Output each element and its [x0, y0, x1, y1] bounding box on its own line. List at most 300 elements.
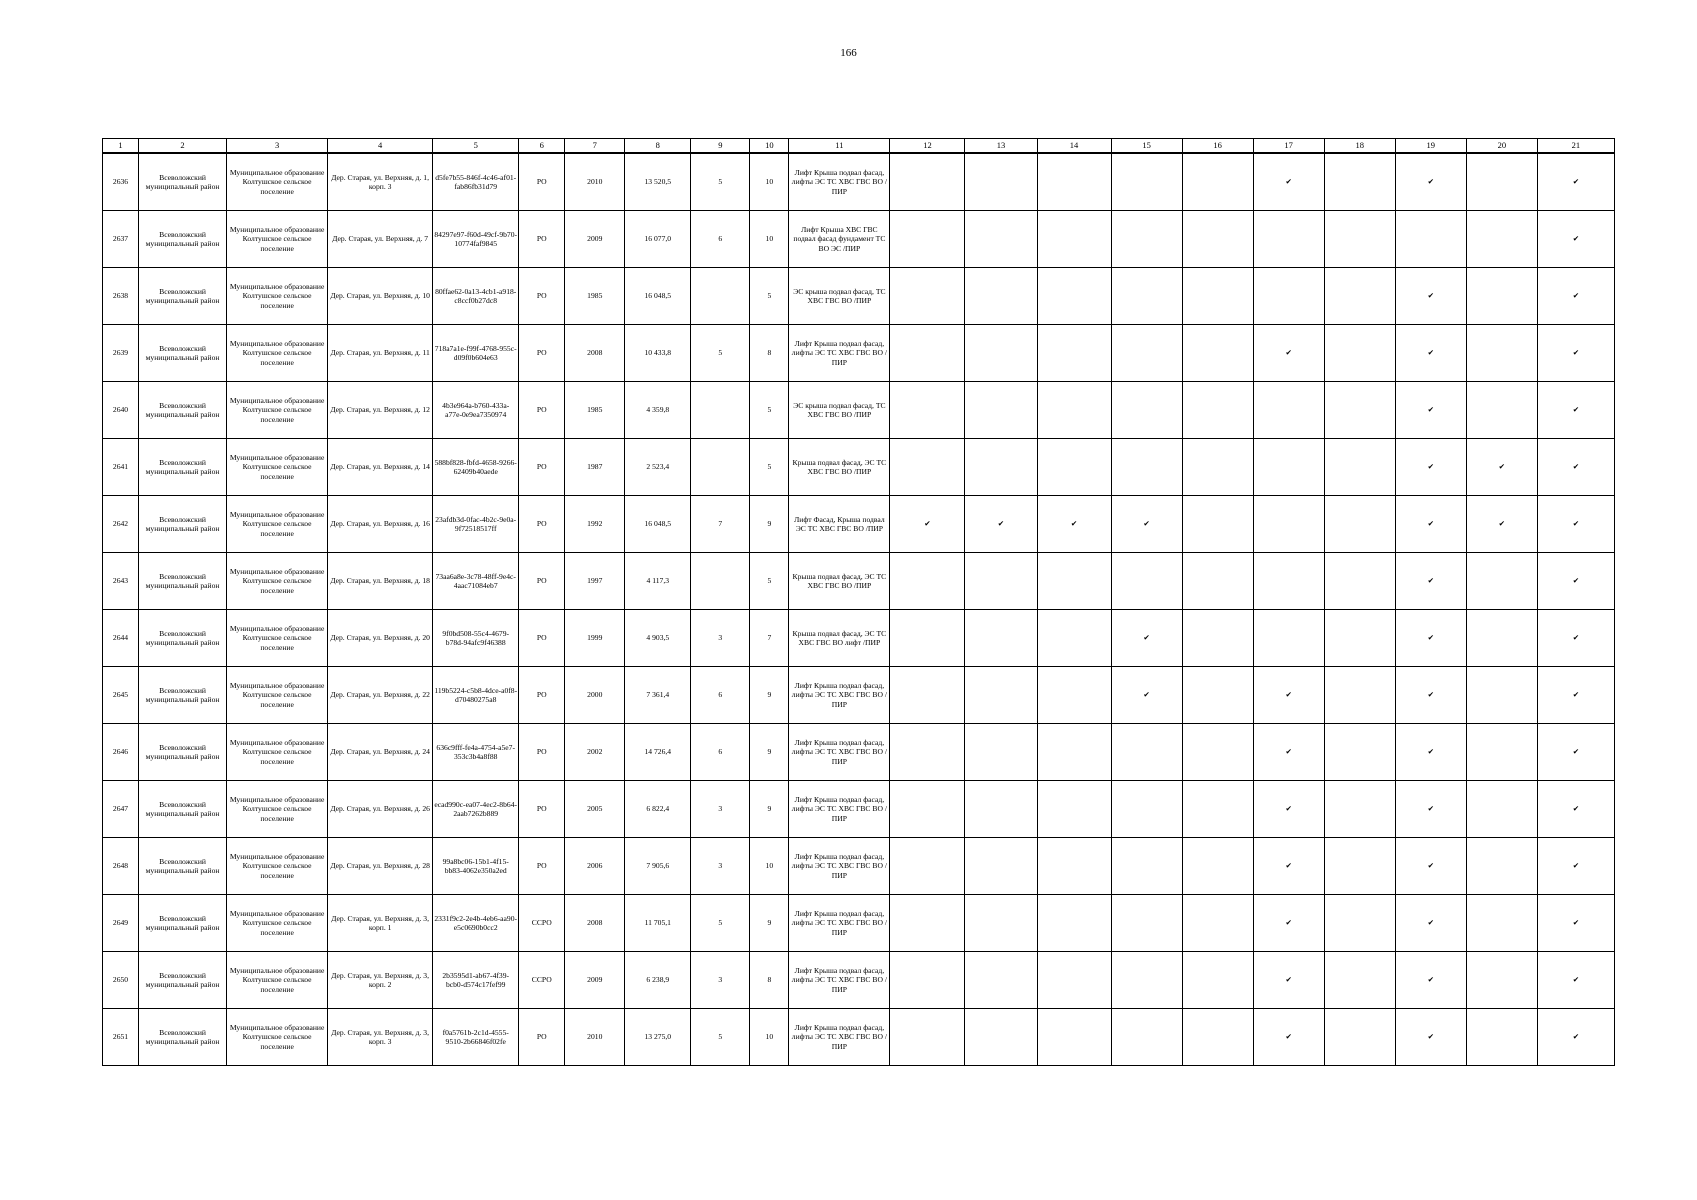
period-19-cell: [1395, 382, 1466, 439]
check-mark-icon: ✔: [1427, 861, 1434, 871]
period-15-cell: [1111, 952, 1182, 1009]
house-id-cell: f0a5761b-2c1d-4555-9510-2b66846f02fe: [433, 1009, 519, 1066]
period-19-cell: [1395, 553, 1466, 610]
period-20-cell: [1466, 724, 1537, 781]
build-year-cell: 2008: [565, 325, 625, 382]
period-15-cell: [1111, 382, 1182, 439]
row-number-cell: 2649: [103, 895, 139, 952]
district-cell: Всеволожский муниципальный район: [139, 724, 227, 781]
district-cell: Всеволожский муниципальный район: [139, 667, 227, 724]
period-18-cell: [1324, 610, 1395, 667]
works-list-cell: Лифт Крыша подвал фасад, лифты ЭС ТС ХВС ГВС ВО /ПИР: [789, 325, 890, 382]
period-19-cell: [1395, 838, 1466, 895]
period-18-cell: [1324, 724, 1395, 781]
row-number-cell: 2640: [103, 382, 139, 439]
period-12-cell: [890, 895, 965, 952]
municipality-cell: Муниципальное образование Колтушское сельское поселение: [227, 268, 328, 325]
period-12-cell: [890, 211, 965, 268]
period-16-cell: [1182, 724, 1253, 781]
period-16-cell: [1182, 439, 1253, 496]
floors-cell: 3: [691, 781, 750, 838]
municipality-cell: Муниципальное образование Колтушское сельское поселение: [227, 211, 328, 268]
check-mark-icon: ✔: [1427, 975, 1434, 985]
column-number-17: 17: [1253, 139, 1324, 154]
table-row: [103, 496, 1615, 553]
fund-type-cell: РО: [519, 724, 565, 781]
area-cell: 4 117,3: [625, 553, 691, 610]
period-14-cell: [1037, 610, 1111, 667]
check-mark-icon: ✔: [1285, 918, 1292, 928]
column-number-8: 8: [625, 139, 691, 154]
period-16-cell: [1182, 895, 1253, 952]
period-18-cell: [1324, 211, 1395, 268]
area-cell: 13 275,0: [625, 1009, 691, 1066]
period-15-cell: [1111, 610, 1182, 667]
house-id-cell: 2331f9c2-2e4b-4eb6-aa90-e5c0690b0cc2: [433, 895, 519, 952]
period-19-cell: [1395, 325, 1466, 382]
municipality-cell: Муниципальное образование Колтушское сельское поселение: [227, 439, 328, 496]
house-id-cell: 80ffae62-0a13-4cb1-a918-c8ccf0b27dc8: [433, 268, 519, 325]
municipality-cell: Муниципальное образование Колтушское сельское поселение: [227, 325, 328, 382]
address-cell: Дер. Старая, ул. Верхняя, д. 28: [328, 838, 433, 895]
check-mark-icon: ✔: [1285, 975, 1292, 985]
works-count-cell: 10: [750, 1009, 789, 1066]
check-mark-icon: ✔: [1572, 234, 1580, 244]
check-mark-icon: ✔: [1572, 690, 1580, 700]
period-20-cell: [1466, 268, 1537, 325]
check-mark-icon: ✔: [1572, 975, 1580, 985]
column-number-18: 18: [1324, 139, 1395, 154]
period-15-cell: [1111, 268, 1182, 325]
district-cell: Всеволожский муниципальный район: [139, 1009, 227, 1066]
area-cell: 13 520,5: [625, 153, 691, 211]
works-list-cell: Лифт Крыша подвал фасад, лифты ЭС ТС ХВС ГВС ВО /ПИР: [789, 1009, 890, 1066]
table-row: [103, 211, 1615, 268]
period-13-cell: [965, 553, 1037, 610]
floors-cell: [691, 553, 750, 610]
period-18-cell: [1324, 268, 1395, 325]
period-16-cell: [1182, 325, 1253, 382]
table-row: [103, 667, 1615, 724]
works-list-cell: Лифт Крыша подвал фасад, лифты ЭС ТС ХВС ГВС ВО /ПИР: [789, 952, 890, 1009]
column-number-16: 16: [1182, 139, 1253, 154]
period-16-cell: [1182, 153, 1253, 211]
column-number-3: 3: [227, 139, 328, 154]
check-mark-icon: ✔: [1427, 918, 1434, 928]
works-count-cell: 10: [750, 838, 789, 895]
period-12-cell: [890, 1009, 965, 1066]
check-mark-icon: ✔: [1572, 861, 1580, 871]
period-14-cell: [1037, 724, 1111, 781]
period-21-cell: [1537, 895, 1614, 952]
area-cell: 16 048,5: [625, 268, 691, 325]
works-count-cell: 9: [750, 781, 789, 838]
period-20-cell: [1466, 610, 1537, 667]
fund-type-cell: РО: [519, 439, 565, 496]
works-count-cell: 5: [750, 553, 789, 610]
check-mark-icon: ✔: [1427, 576, 1434, 586]
period-17-cell: [1253, 838, 1324, 895]
period-21-cell: [1537, 439, 1614, 496]
check-mark-icon: ✔: [1427, 690, 1434, 700]
period-14-cell: [1037, 1009, 1111, 1066]
check-mark-icon: ✔: [1427, 747, 1434, 757]
row-number-cell: 2641: [103, 439, 139, 496]
period-18-cell: [1324, 382, 1395, 439]
check-mark-icon: ✔: [1572, 918, 1580, 928]
row-number-cell: 2639: [103, 325, 139, 382]
period-15-cell: [1111, 667, 1182, 724]
period-17-cell: [1253, 382, 1324, 439]
works-count-cell: 10: [750, 211, 789, 268]
period-13-cell: [965, 211, 1037, 268]
period-16-cell: [1182, 838, 1253, 895]
table-body: [103, 153, 1615, 1066]
municipality-cell: Муниципальное образование Колтушское сельское поселение: [227, 553, 328, 610]
check-mark-icon: ✔: [1143, 519, 1150, 529]
works-count-cell: 9: [750, 496, 789, 553]
fund-type-cell: РО: [519, 211, 565, 268]
address-cell: Дер. Старая, ул. Верхняя, д. 22: [328, 667, 433, 724]
address-cell: Дер. Старая, ул. Верхняя, д. 14: [328, 439, 433, 496]
build-year-cell: 2010: [565, 1009, 625, 1066]
table-row: [103, 1009, 1615, 1066]
period-19-cell: [1395, 268, 1466, 325]
period-19-cell: [1395, 667, 1466, 724]
check-mark-icon: ✔: [1143, 690, 1150, 700]
period-15-cell: [1111, 781, 1182, 838]
check-mark-icon: ✔: [1427, 804, 1434, 814]
period-19-cell: [1395, 610, 1466, 667]
house-id-cell: 588bf828-fbfd-4658-9266-62409b40aede: [433, 439, 519, 496]
area-cell: 14 726,4: [625, 724, 691, 781]
check-mark-icon: ✔: [1285, 348, 1292, 358]
row-number-cell: 2651: [103, 1009, 139, 1066]
table-row: [103, 895, 1615, 952]
period-17-cell: [1253, 895, 1324, 952]
period-17-cell: [1253, 952, 1324, 1009]
period-20-cell: [1466, 382, 1537, 439]
house-id-cell: 636c9fff-fe4a-4754-a5e7-353c3b4a8f88: [433, 724, 519, 781]
check-mark-icon: ✔: [997, 519, 1005, 529]
period-17-cell: [1253, 667, 1324, 724]
period-16-cell: [1182, 553, 1253, 610]
floors-cell: 5: [691, 1009, 750, 1066]
build-year-cell: 2005: [565, 781, 625, 838]
check-mark-icon: ✔: [1427, 291, 1434, 301]
period-16-cell: [1182, 1009, 1253, 1066]
column-number-1: 1: [103, 139, 139, 154]
address-cell: Дер. Старая, ул. Верхняя, д. 3, корп. 1: [328, 895, 433, 952]
period-21-cell: [1537, 153, 1614, 211]
floors-cell: 5: [691, 325, 750, 382]
period-17-cell: [1253, 781, 1324, 838]
period-12-cell: [890, 325, 965, 382]
period-21-cell: [1537, 382, 1614, 439]
area-cell: 11 705,1: [625, 895, 691, 952]
period-14-cell: [1037, 895, 1111, 952]
period-17-cell: [1253, 268, 1324, 325]
floors-cell: [691, 382, 750, 439]
column-number-7: 7: [565, 139, 625, 154]
works-list-cell: Крыша подвал фасад, ЭС ТС ХВС ГВС ВО лифт /ПИР: [789, 610, 890, 667]
period-18-cell: [1324, 496, 1395, 553]
works-list-cell: Лифт Крыша подвал фасад, лифты ЭС ТС ХВС ГВС ВО /ПИР: [789, 153, 890, 211]
table-row: [103, 439, 1615, 496]
period-20-cell: [1466, 496, 1537, 553]
check-mark-icon: ✔: [1572, 291, 1580, 301]
check-mark-icon: ✔: [1498, 519, 1505, 529]
period-15-cell: [1111, 211, 1182, 268]
period-19-cell: [1395, 1009, 1466, 1066]
build-year-cell: 2009: [565, 952, 625, 1009]
period-14-cell: [1037, 382, 1111, 439]
works-list-cell: Лифт Крыша ХВС ГВС подвал фасад фундамент ТС ВО ЭС /ПИР: [789, 211, 890, 268]
works-list-cell: Лифт Крыша подвал фасад, лифты ЭС ТС ХВС ГВС ВО /ПИР: [789, 838, 890, 895]
period-21-cell: [1537, 667, 1614, 724]
build-year-cell: 2009: [565, 211, 625, 268]
period-21-cell: [1537, 952, 1614, 1009]
area-cell: 4 359,8: [625, 382, 691, 439]
period-18-cell: [1324, 781, 1395, 838]
table-row: [103, 325, 1615, 382]
area-cell: 6 238,9: [625, 952, 691, 1009]
district-cell: Всеволожский муниципальный район: [139, 838, 227, 895]
works-count-cell: 9: [750, 724, 789, 781]
column-number-11: 11: [789, 139, 890, 154]
check-mark-icon: ✔: [1572, 348, 1580, 358]
period-19-cell: [1395, 153, 1466, 211]
period-14-cell: [1037, 496, 1111, 553]
period-17-cell: [1253, 724, 1324, 781]
period-19-cell: [1395, 211, 1466, 268]
row-number-cell: 2650: [103, 952, 139, 1009]
period-21-cell: [1537, 610, 1614, 667]
check-mark-icon: ✔: [1498, 462, 1505, 472]
house-id-cell: d5fe7b55-846f-4c46-af01-fab86fb31d79: [433, 153, 519, 211]
district-cell: Всеволожский муниципальный район: [139, 610, 227, 667]
district-cell: Всеволожский муниципальный район: [139, 153, 227, 211]
column-number-19: 19: [1395, 139, 1466, 154]
build-year-cell: 2002: [565, 724, 625, 781]
period-14-cell: [1037, 667, 1111, 724]
fund-type-cell: РО: [519, 325, 565, 382]
house-id-cell: 9f0bd508-55c4-4679-b78d-94afc9f46388: [433, 610, 519, 667]
period-21-cell: [1537, 1009, 1614, 1066]
check-mark-icon: ✔: [1572, 177, 1580, 187]
period-12-cell: [890, 724, 965, 781]
register-table: [102, 138, 1615, 1066]
works-count-cell: 8: [750, 325, 789, 382]
period-20-cell: [1466, 1009, 1537, 1066]
period-16-cell: [1182, 268, 1253, 325]
fund-type-cell: РО: [519, 781, 565, 838]
period-20-cell: [1466, 781, 1537, 838]
period-20-cell: [1466, 439, 1537, 496]
table-row: [103, 268, 1615, 325]
column-number-2: 2: [139, 139, 227, 154]
municipality-cell: Муниципальное образование Колтушское сельское поселение: [227, 153, 328, 211]
build-year-cell: 1985: [565, 268, 625, 325]
period-20-cell: [1466, 952, 1537, 1009]
period-14-cell: [1037, 553, 1111, 610]
period-16-cell: [1182, 610, 1253, 667]
fund-type-cell: РО: [519, 268, 565, 325]
period-17-cell: [1253, 1009, 1324, 1066]
floors-cell: 3: [691, 838, 750, 895]
row-number-cell: 2646: [103, 724, 139, 781]
period-20-cell: [1466, 667, 1537, 724]
period-14-cell: [1037, 952, 1111, 1009]
works-count-cell: 9: [750, 667, 789, 724]
column-number-20: 20: [1466, 139, 1537, 154]
period-17-cell: [1253, 211, 1324, 268]
period-14-cell: [1037, 838, 1111, 895]
period-21-cell: [1537, 496, 1614, 553]
period-20-cell: [1466, 211, 1537, 268]
district-cell: Всеволожский муниципальный район: [139, 439, 227, 496]
period-13-cell: [965, 325, 1037, 382]
floors-cell: [691, 439, 750, 496]
fund-type-cell: РО: [519, 838, 565, 895]
works-count-cell: 5: [750, 439, 789, 496]
period-18-cell: [1324, 838, 1395, 895]
works-list-cell: Крыша подвал фасад, ЭС ТС ХВС ГВС ВО /ПИР: [789, 439, 890, 496]
address-cell: Дер. Старая, ул. Верхняя, д. 1, корп. 3: [328, 153, 433, 211]
municipality-cell: Муниципальное образование Колтушское сельское поселение: [227, 1009, 328, 1066]
period-12-cell: [890, 553, 965, 610]
fund-type-cell: РО: [519, 610, 565, 667]
period-15-cell: [1111, 553, 1182, 610]
column-number-15: 15: [1111, 139, 1182, 154]
district-cell: Всеволожский муниципальный район: [139, 496, 227, 553]
period-17-cell: [1253, 325, 1324, 382]
row-number-cell: 2647: [103, 781, 139, 838]
works-count-cell: 7: [750, 610, 789, 667]
period-13-cell: [965, 781, 1037, 838]
check-mark-icon: ✔: [1572, 747, 1580, 757]
period-18-cell: [1324, 667, 1395, 724]
fund-type-cell: РО: [519, 496, 565, 553]
check-mark-icon: ✔: [1572, 519, 1580, 529]
check-mark-icon: ✔: [1285, 861, 1292, 871]
period-17-cell: [1253, 153, 1324, 211]
works-count-cell: 9: [750, 895, 789, 952]
period-17-cell: [1253, 496, 1324, 553]
row-number-cell: 2643: [103, 553, 139, 610]
period-13-cell: [965, 268, 1037, 325]
column-number-6: 6: [519, 139, 565, 154]
check-mark-icon: ✔: [1285, 690, 1292, 700]
period-14-cell: [1037, 325, 1111, 382]
period-12-cell: [890, 382, 965, 439]
area-cell: 4 903,5: [625, 610, 691, 667]
period-16-cell: [1182, 382, 1253, 439]
municipality-cell: Муниципальное образование Колтушское сельское поселение: [227, 724, 328, 781]
period-13-cell: [965, 1009, 1037, 1066]
build-year-cell: 1992: [565, 496, 625, 553]
address-cell: Дер. Старая, ул. Верхняя, д. 12: [328, 382, 433, 439]
floors-cell: 7: [691, 496, 750, 553]
works-list-cell: ЭС крыша подвал фасад, ТС ХВС ГВС ВО /ПИР: [789, 382, 890, 439]
period-14-cell: [1037, 781, 1111, 838]
period-18-cell: [1324, 952, 1395, 1009]
house-id-cell: 23afdb3d-0fac-4b2c-9e0a-9f72518517ff: [433, 496, 519, 553]
row-number-cell: 2642: [103, 496, 139, 553]
works-list-cell: Лифт Крыша подвал фасад, лифты ЭС ТС ХВС ГВС ВО /ПИР: [789, 895, 890, 952]
period-21-cell: [1537, 325, 1614, 382]
works-list-cell: Крыша подвал фасад, ЭС ТС ХВС ГВС ВО /ПИР: [789, 553, 890, 610]
check-mark-icon: ✔: [1572, 1032, 1580, 1042]
period-21-cell: [1537, 838, 1614, 895]
fund-type-cell: РО: [519, 553, 565, 610]
row-number-cell: 2636: [103, 153, 139, 211]
municipality-cell: Муниципальное образование Колтушское сельское поселение: [227, 667, 328, 724]
period-19-cell: [1395, 439, 1466, 496]
period-12-cell: [890, 781, 965, 838]
period-20-cell: [1466, 153, 1537, 211]
municipality-cell: Муниципальное образование Колтушское сельское поселение: [227, 382, 328, 439]
check-mark-icon: ✔: [1572, 804, 1580, 814]
house-id-cell: 2b3595d1-ab67-4f39-bcb0-d574c17fef99: [433, 952, 519, 1009]
district-cell: Всеволожский муниципальный район: [139, 895, 227, 952]
column-number-10: 10: [750, 139, 789, 154]
column-number-4: 4: [328, 139, 433, 154]
page-number: 166: [840, 47, 857, 59]
period-15-cell: [1111, 895, 1182, 952]
build-year-cell: 1985: [565, 382, 625, 439]
period-13-cell: [965, 895, 1037, 952]
fund-type-cell: РО: [519, 153, 565, 211]
period-16-cell: [1182, 496, 1253, 553]
row-number-cell: 2637: [103, 211, 139, 268]
check-mark-icon: ✔: [1285, 804, 1292, 814]
works-list-cell: ЭС крыша подвал фасад, ТС ХВС ГВС ВО /ПИР: [789, 268, 890, 325]
municipality-cell: Муниципальное образование Колтушское сельское поселение: [227, 952, 328, 1009]
period-16-cell: [1182, 781, 1253, 838]
period-15-cell: [1111, 1009, 1182, 1066]
works-count-cell: 10: [750, 153, 789, 211]
check-mark-icon: ✔: [1572, 576, 1580, 586]
period-15-cell: [1111, 439, 1182, 496]
period-17-cell: [1253, 610, 1324, 667]
municipality-cell: Муниципальное образование Колтушское сельское поселение: [227, 781, 328, 838]
house-id-cell: 718a7a1e-f99f-4768-955c-d09f0b604e63: [433, 325, 519, 382]
address-cell: Дер. Старая, ул. Верхняя, д. 26: [328, 781, 433, 838]
fund-type-cell: РО: [519, 1009, 565, 1066]
house-id-cell: ecad990c-ea07-4ec2-8b64-2aab7262b889: [433, 781, 519, 838]
period-13-cell: [965, 382, 1037, 439]
period-18-cell: [1324, 325, 1395, 382]
period-13-cell: [965, 153, 1037, 211]
check-mark-icon: ✔: [1285, 1032, 1292, 1042]
period-12-cell: [890, 838, 965, 895]
period-20-cell: [1466, 325, 1537, 382]
column-number-12: 12: [890, 139, 965, 154]
period-14-cell: [1037, 211, 1111, 268]
works-count-cell: 5: [750, 382, 789, 439]
fund-type-cell: РО: [519, 667, 565, 724]
check-mark-icon: ✔: [1427, 519, 1434, 529]
check-mark-icon: ✔: [1427, 405, 1434, 415]
period-21-cell: [1537, 268, 1614, 325]
period-20-cell: [1466, 895, 1537, 952]
column-number-row: [103, 139, 1615, 154]
table-row: [103, 781, 1615, 838]
address-cell: Дер. Старая, ул. Верхняя, д. 10: [328, 268, 433, 325]
build-year-cell: 1999: [565, 610, 625, 667]
period-19-cell: [1395, 781, 1466, 838]
